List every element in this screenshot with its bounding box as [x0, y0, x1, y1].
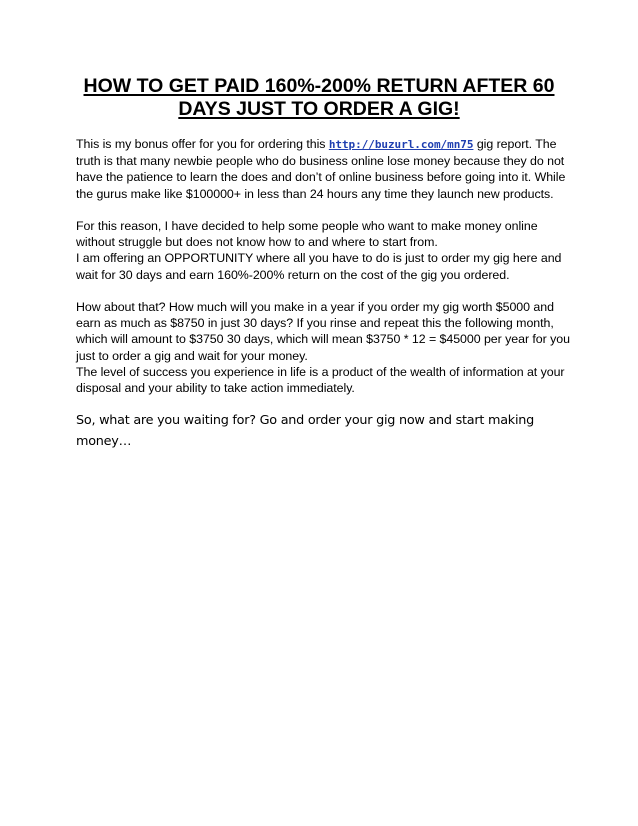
opportunity-paragraph: I am offering an OPPORTUNITY where all you have to do is just to order my gig here and wait for 30 days and earn 160%-200% return on the cost of the gig you ordered. [76, 251, 562, 282]
paragraph-spacer [76, 283, 576, 299]
paragraph-spacer [76, 202, 576, 218]
intro-after-link: gig report. The truth is that many newbie people who do business online lose money because they do not have the patience to learn the does and don’t of online business before going into it. While the gurus make like $100000+ in less than 24 hours any time they launch new products. [76, 137, 566, 201]
intro-text [76, 136, 576, 202]
intro-before-link: This is my bonus offer for you for ordering this [76, 137, 329, 151]
report-link[interactable]: http://buzurl.com/mn75 [328, 138, 474, 151]
closing-paragraph: So, what are you waiting for? Go and order your gig now and start making money… [76, 413, 534, 449]
how-about-paragraph: How about that? How much will you make in a year if you order my gig worth $5000 and earn as much as $8750 in just 30 days? If you rinse and repeat this the following month, which will amount to $3750 30 days, which will mean $3750 * 12 = $45000 per year for you just to order a gig and wait for your money. [76, 300, 570, 363]
success-paragraph: The level of success you experience in life is a product of the wealth of information at your disposal and your ability to take action immediately. [76, 364, 565, 396]
page-title: HOW TO GET PAID 160%-200% RETURN AFTER 60 DAYS JUST TO ORDER A GIG! [83, 75, 555, 120]
intro-paragraph [76, 136, 576, 396]
reason-paragraph: For this reason, I have decided to help some people who want to make money online without struggle but does not know how to and where to start from. [76, 219, 538, 250]
